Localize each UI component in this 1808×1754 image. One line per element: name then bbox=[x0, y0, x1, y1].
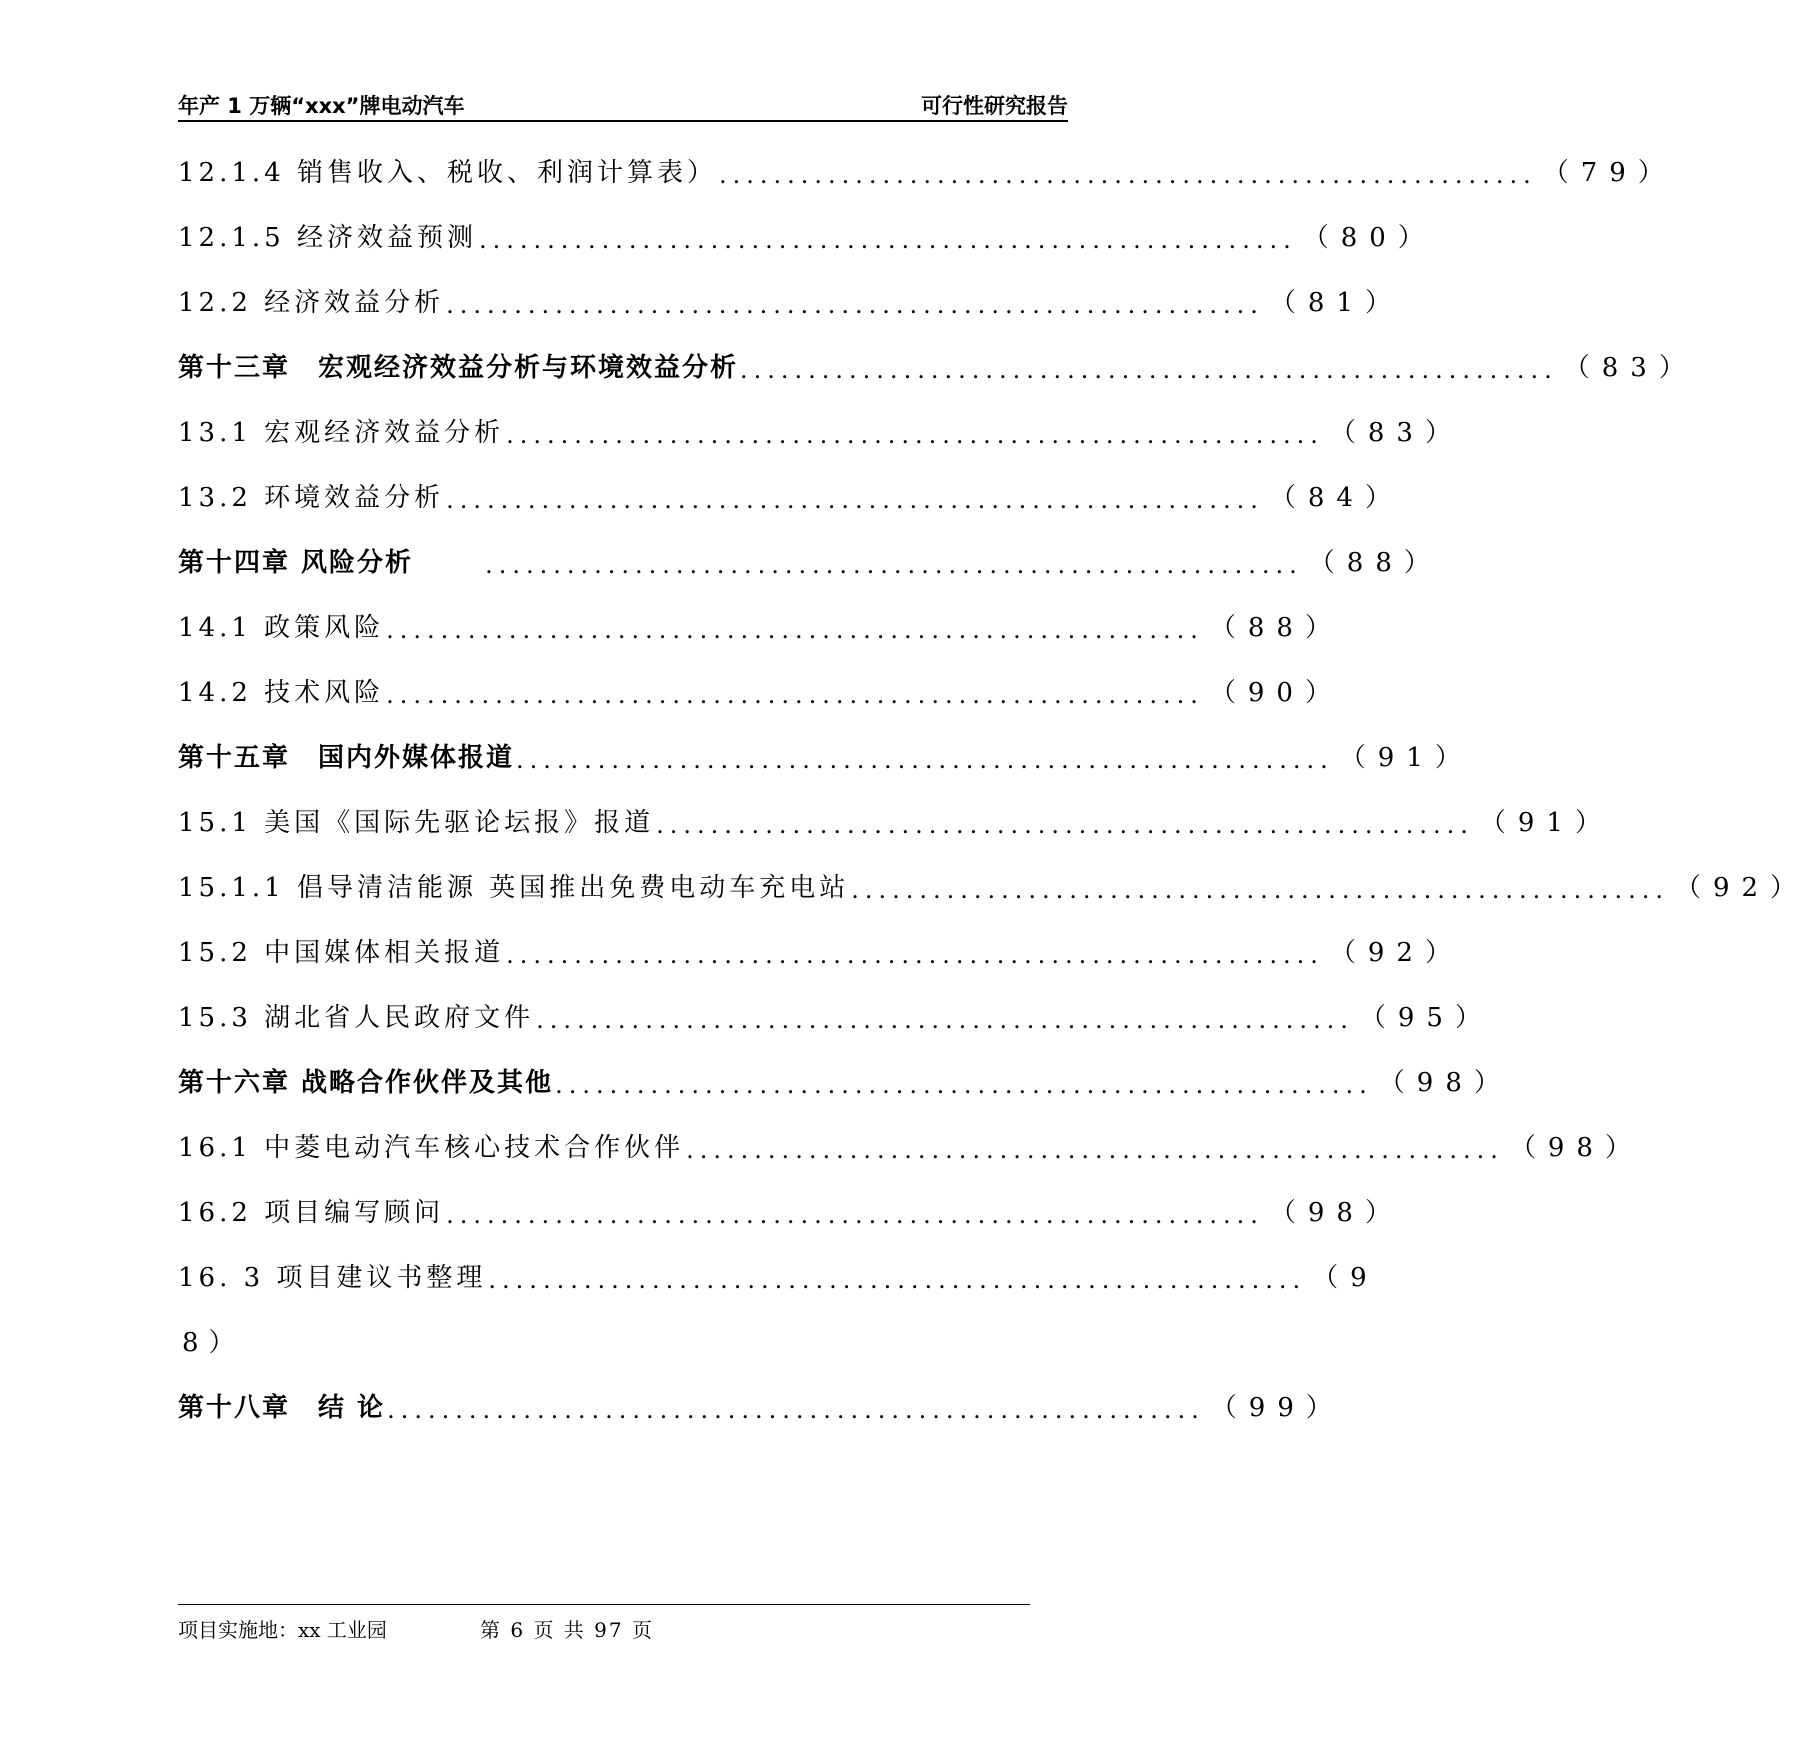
toc-chapter-title: 第十三章 宏观经济效益分析与环境效益分析 bbox=[178, 353, 739, 383]
toc-entry-title: 16.1 中菱电动汽车核心技术合作伙伴 bbox=[178, 1133, 685, 1163]
footer-location: 项目实施地：xx 工业园 bbox=[178, 1618, 387, 1642]
toc-entry-page: （99） bbox=[1210, 1393, 1344, 1423]
toc-entry-page: （81） bbox=[1269, 288, 1403, 318]
toc-entry-15-1-1[interactable] bbox=[178, 853, 1808, 918]
table-of-contents bbox=[178, 138, 1808, 1438]
toc-dot-leader: ............................................................ bbox=[851, 875, 1669, 904]
toc-entry-title: 12.1.4 销售收入、税收、利润计算表） bbox=[178, 158, 717, 188]
toc-dot-leader: ............................................................ bbox=[446, 485, 1264, 514]
toc-entry-15-2[interactable] bbox=[178, 918, 1463, 983]
toc-entry-14-2[interactable] bbox=[178, 658, 1343, 723]
toc-entry-15-1[interactable] bbox=[178, 788, 1613, 853]
toc-entry-15-3[interactable] bbox=[178, 983, 1493, 1048]
toc-entry-page: （83） bbox=[1563, 353, 1697, 383]
toc-dot-leader: ............................................................ bbox=[386, 680, 1204, 709]
footer-divider bbox=[178, 1604, 1030, 1605]
toc-entry-16-2[interactable] bbox=[178, 1178, 1403, 1243]
toc-entry-title: 14.2 技术风险 bbox=[178, 678, 385, 708]
toc-chapter-15[interactable] bbox=[178, 723, 1473, 788]
toc-entry-page: （80） bbox=[1302, 223, 1436, 253]
toc-entry-title: 16.2 项目编写顾问 bbox=[178, 1198, 445, 1228]
toc-entry-title: 15.3 湖北省人民政府文件 bbox=[178, 1003, 535, 1033]
toc-entry-page: （9 bbox=[1312, 1263, 1379, 1293]
toc-entry-16-3[interactable] bbox=[178, 1243, 1379, 1308]
toc-dot-leader: ............................................................ bbox=[718, 160, 1537, 189]
page-footer bbox=[178, 1604, 1030, 1642]
toc-entry-title: 14.1 政策风险 bbox=[178, 613, 385, 643]
toc-dot-leader: ............................................................ bbox=[686, 1135, 1504, 1164]
toc-dot-leader: ............................................................ bbox=[478, 225, 1297, 254]
toc-dot-leader: ............................................................ bbox=[488, 1265, 1307, 1294]
toc-chapter-title: 第十六章 战略合作伙伴及其他 bbox=[178, 1068, 554, 1098]
toc-chapter-title: 第十八章 结 论 bbox=[178, 1393, 386, 1423]
toc-entry-page-wrap: 8） bbox=[182, 1328, 245, 1358]
toc-chapter-16[interactable] bbox=[178, 1048, 1512, 1113]
toc-entry-14-1[interactable] bbox=[178, 593, 1343, 658]
toc-entry-page: （88） bbox=[1308, 548, 1442, 578]
toc-entry-page: （91） bbox=[1479, 808, 1613, 838]
header-title: 年产 1 万辆“xxx”牌电动汽车 bbox=[178, 94, 465, 118]
toc-dot-leader: ............................................................ bbox=[536, 1005, 1354, 1034]
toc-entry-page: （92） bbox=[1329, 938, 1463, 968]
header-report-type: 可行性研究报告 bbox=[921, 94, 1068, 118]
toc-chapter-title: 第十四章 风险分析 bbox=[178, 548, 414, 578]
toc-entry-page: （95） bbox=[1359, 1003, 1493, 1033]
toc-dot-leader: ............................................................ bbox=[516, 745, 1334, 774]
toc-dot-leader: ............................................................ bbox=[506, 420, 1324, 449]
toc-entry-title: 15.1.1 倡导清洁能源 英国推出免费电动车充电站 bbox=[178, 873, 850, 903]
page-header bbox=[178, 86, 1068, 120]
toc-entry-title: 12.2 经济效益分析 bbox=[178, 288, 445, 318]
toc-dot-leader: ............................................................ bbox=[485, 550, 1303, 579]
toc-entry-title: 13.1 宏观经济效益分析 bbox=[178, 418, 505, 448]
toc-dot-leader: ............................................................ bbox=[656, 810, 1474, 839]
toc-chapter-18[interactable] bbox=[178, 1373, 1344, 1438]
toc-chapter-13[interactable] bbox=[178, 333, 1697, 398]
toc-entry-page: （90） bbox=[1209, 678, 1343, 708]
toc-entry-12-1-4[interactable] bbox=[178, 138, 1676, 203]
toc-chapter-14[interactable] bbox=[178, 528, 1442, 593]
toc-entry-page: （88） bbox=[1209, 613, 1343, 643]
toc-entry-13-2[interactable] bbox=[178, 463, 1403, 528]
toc-entry-title: 13.2 环境效益分析 bbox=[178, 483, 445, 513]
toc-entry-page: （92） bbox=[1674, 873, 1808, 903]
toc-entry-page: （91） bbox=[1339, 743, 1473, 773]
footer-page-number: 第 6 页 共 97 页 bbox=[480, 1618, 654, 1642]
toc-dot-leader: ............................................................ bbox=[506, 940, 1324, 969]
toc-entry-12-2[interactable] bbox=[178, 268, 1403, 333]
toc-entry-title: 12.1.5 经济效益预测 bbox=[178, 223, 477, 253]
toc-entry-title: 15.1 美国《国际先驱论坛报》报道 bbox=[178, 808, 655, 838]
toc-entry-page: （84） bbox=[1269, 483, 1403, 513]
toc-entry-page: （98） bbox=[1378, 1068, 1512, 1098]
toc-dot-leader: ............................................................ bbox=[446, 290, 1264, 319]
toc-dot-leader: ............................................................ bbox=[386, 615, 1204, 644]
toc-dot-leader: ............................................................ bbox=[387, 1395, 1205, 1424]
toc-entry-page: （83） bbox=[1329, 418, 1463, 448]
toc-entry-12-1-5[interactable] bbox=[178, 203, 1436, 268]
toc-dot-leader: ............................................................ bbox=[446, 1200, 1264, 1229]
toc-entry-page: （98） bbox=[1509, 1133, 1643, 1163]
toc-entry-13-1[interactable] bbox=[178, 398, 1463, 463]
toc-entry-page: （79） bbox=[1542, 158, 1676, 188]
toc-chapter-title: 第十五章 国内外媒体报道 bbox=[178, 743, 515, 773]
toc-entry-page: （98） bbox=[1269, 1198, 1403, 1228]
header-divider bbox=[178, 120, 1068, 122]
toc-entry-title: 16. 3 项目建议书整理 bbox=[178, 1263, 487, 1293]
toc-dot-leader: ............................................................ bbox=[740, 355, 1558, 384]
toc-entry-16-1[interactable] bbox=[178, 1113, 1643, 1178]
toc-entry-title: 15.2 中国媒体相关报道 bbox=[178, 938, 505, 968]
toc-dot-leader: ............................................................ bbox=[555, 1070, 1373, 1099]
